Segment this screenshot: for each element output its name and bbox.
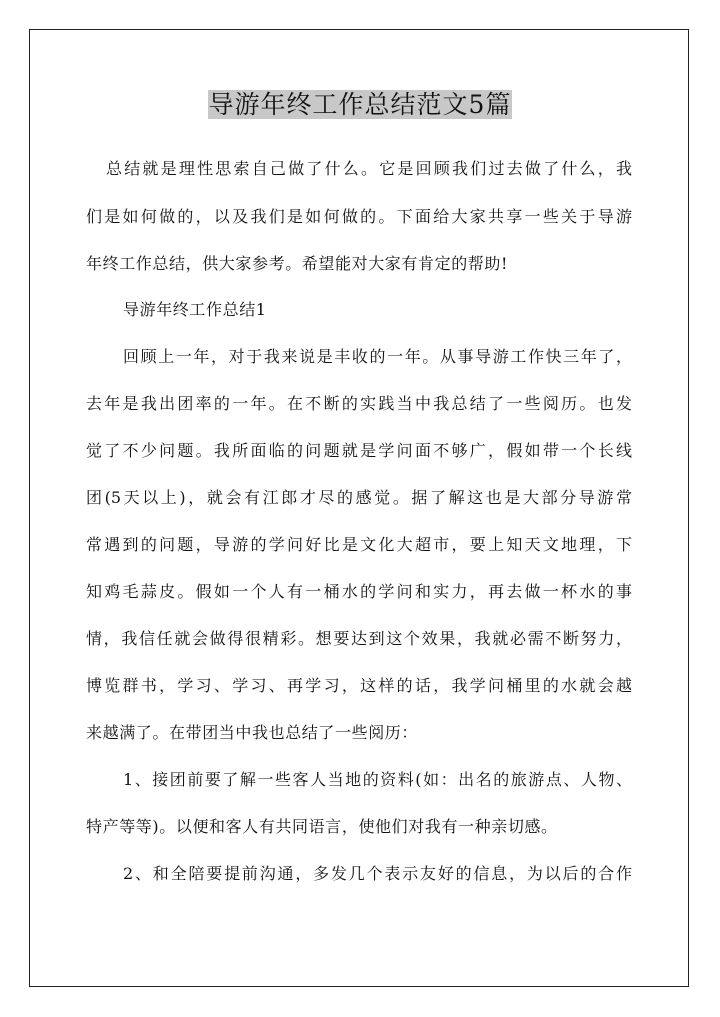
paragraph-line: 总结就是理性思索自己做了什么。它是回顾我们过去做了什么，我 <box>106 159 632 178</box>
paragraph-line: 情，我信任就会做得很精彩。想要达到这个效果，我就必需不断努力， <box>86 629 632 648</box>
paragraph-line: 年终工作总结，供大家参考。希望能对大家有肯定的帮助! <box>86 254 509 273</box>
paragraph-line: 们是如何做的，以及我们是如何做的。下面给大家共享一些关于导游 <box>86 207 632 226</box>
paragraph-line: 团(5天以上)，就会有江郎才尽的感觉。据了解这也是大部分导游常 <box>86 488 632 507</box>
list-item-line: 1、接团前要了解一些客人当地的资料(如：出名的旅游点、人物、 <box>123 770 632 789</box>
paragraph-line: 觉了不少问题。我所面临的问题就是学问面不够广，假如带一个长线 <box>86 441 632 460</box>
paragraph-line: 来越满了。在带团当中我也总结了一些阅历： <box>86 723 419 742</box>
paragraph-line: 去年是我出团率的一年。在不断的实践当中我总结了一些阅历。也发 <box>86 394 632 413</box>
paragraph-line: 博览群书，学习、学习、再学习，这样的话，我学问桶里的水就会越 <box>86 676 632 695</box>
paragraph-line: 回顾上一年，对于我来说是丰收的一年。从事导游工作快三年了， <box>123 347 632 366</box>
list-item-line: 特产等等)。以便和客人有共同语言，使他们对我有一种亲切感。 <box>86 817 558 836</box>
list-item-line: 2、和全陪要提前沟通，多发几个表示友好的信息，为以后的合作 <box>123 864 632 883</box>
paragraph-line: 常遇到的问题，导游的学问好比是文化大超市，要上知天文地理，下 <box>86 535 632 554</box>
section-heading: 导游年终工作总结1 <box>123 300 267 319</box>
paragraph-line: 知鸡毛蒜皮。假如一个人有一桶水的学问和实力，再去做一杯水的事 <box>86 582 632 601</box>
document-title-text: 导游年终工作总结范文5篇 <box>208 90 512 119</box>
document-title <box>0 88 720 122</box>
